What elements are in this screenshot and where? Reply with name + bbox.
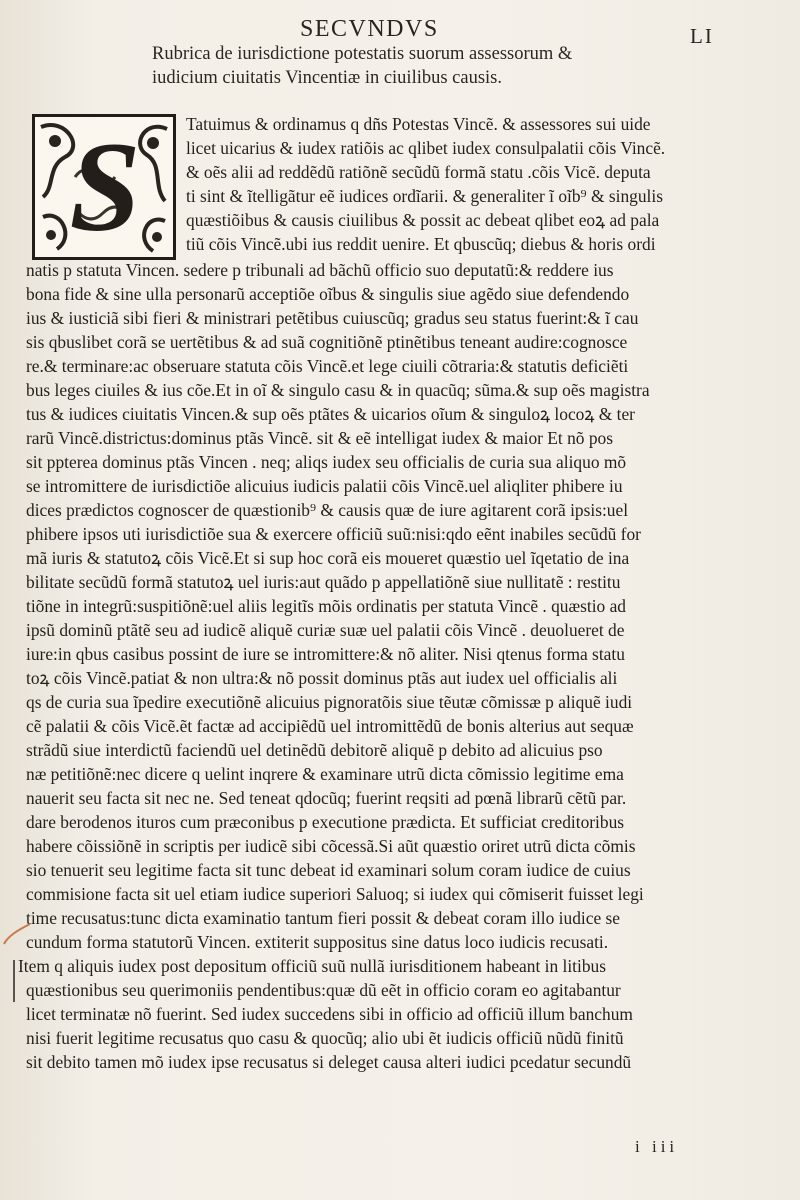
text-line: ipsũ dominũ ptãtẽ seu ad iudicẽ aliquẽ curiæ suæ uel palatii cõis Vincẽ . deuolueret de	[26, 620, 625, 640]
text-line: dices prædictos cognoscer de quæstionib⁹ & causis quæ de iure agitarent corã ipsis:uel	[26, 500, 629, 520]
rubric-heading	[152, 42, 652, 90]
text-line: dare berodenos ituros cum præconibus p executione prædicta. Et sufficiat creditoribus	[26, 812, 625, 832]
text-line: habere cõissiõnẽ in scriptis per iudicẽ sibi cõcessã.Si aũt quæstio oriret utrũ dicta cõmis	[26, 836, 636, 856]
text-line: bona fide & sine ulla personarũ acceptiõe oĩbus & singulis siue agẽdo siue defendendo	[26, 284, 630, 304]
running-title: SECVNDVS	[300, 16, 439, 42]
folio-number: LI	[690, 24, 714, 48]
decorated-initial	[32, 114, 176, 260]
text-line: ti sint & ĩtelligãtur eẽ iudices ordĩarii. & generaliter ĩ oĩb⁹ & singulis	[186, 186, 663, 206]
text-line: tus & iudices ciuitatis Vincen.& sup oẽs ptãtes & uicarios oĩum & singuloꝝ locoꝝ & ter	[26, 404, 635, 424]
page-header	[0, 10, 800, 48]
text-line: tiũ cõis Vincẽ.ubi ius reddit uenire. Et qbuscũq; diebus & horis ordi	[186, 234, 656, 254]
text-line: mã iuris & statutoꝝ cõis Vicẽ.Et si sup hoc corã eis moueret quæstio uel ĩqetatio de ina	[26, 548, 630, 568]
text-line: cundum forma statutorũ Vincen. extiterit suppositus sine datus loco iudicis recusati.	[26, 932, 609, 952]
text-line: sit ppterea dominus ptãs Vincen . neq; aliqs iudex seu officialis de curia sua aliquo mõ	[26, 452, 627, 472]
text-line: cẽ palatii & cõis Vicẽ.ẽt factæ ad accipiẽdũ uel intromittẽdũ de bonis alterius aut sequæ	[26, 716, 634, 736]
text-line: iure:in qbus casibus possint de iure se intromittere:& nõ aliter. Nisi qtenus forma statu	[26, 644, 625, 664]
text-line: bus leges ciuiles & ius cõe.Et in oĩ & singulo casu & in quacũq; sũma.& sup oẽs magistra	[26, 380, 650, 400]
text-line: nisi fuerit legitime recusatus quo casu & quocũq; alio ubi ẽt iudicis officiũ nũdũ finitũ	[26, 1028, 624, 1048]
text-line: re.& terminare:ac obseruare statuta cõis Vincẽ.et lege ciuili cõtraria:& statutis deficiẽti	[26, 356, 629, 376]
text-line: sit debito tamen mõ iudex ipse recusatus si deleget causa alteri iudici pcedatur secundũ	[26, 1052, 632, 1072]
text-line: strãdũ siue interdictũ faciendũ uel detinẽdũ debitorẽ aliquẽ p debito ad alicuius pso	[26, 740, 603, 760]
text-line: rarũ Vincẽ.districtus:dominus ptãs Vincẽ. sit & eẽ intelligat iudex & maior Et nõ pos	[26, 428, 614, 448]
rubric-line: iudicium ciuitatis Vincentiæ in ciuilibus causis.	[152, 68, 503, 88]
initial-letter: S	[69, 116, 141, 258]
text-line: nauerit seu facta sit nec ne. Sed teneat qdocũq; fuerint reqsiti ad pœnã librarũ cẽtũ par.	[26, 788, 627, 808]
text-line: commisione facta sit uel etiam iudice superiori Saluoq; si iudex qui cõmiserit fuisset legi	[26, 884, 644, 904]
text-line: phibere ipsos uti iurisdictiõe sua & exercere officiũ suũ:nisi:qdo eẽnt inabiles secũdũ for	[26, 524, 641, 544]
text-line: sio tenuerit seu legitime facta sit tunc debeat id examinari solum coram iudice de cuius	[26, 860, 631, 880]
text-line: bilitate secũdũ formã statutoꝝ uel iuris:aut quãdo p appellatiõnẽ siue nullitatẽ : restitu	[26, 572, 621, 592]
rubric-line: Rubrica de iurisdictione potestatis suorum assessorum &	[152, 44, 573, 64]
text-line: næ petitiõnẽ:nec dicere q uelint inqrere & examinare utrũ dicta cõmissio legitime ema	[26, 764, 624, 784]
text-line: toꝝ cõis Vincẽ.patiat & non ultra:& nõ possit dominus ptãs aut iudex uel officialis ali	[26, 668, 618, 688]
text-line: time recusatus:tunc dicta examinatio tantum fieri possit & debeat coram illo iudice se	[26, 908, 620, 928]
text-line: licet uicarius & iudex ratiõis ac qlibet iudex consulpalatii cõis Vincẽ.	[186, 138, 666, 158]
text-line: quæstiõibus & causis ciuilibus & possit ac debeat qlibet eoꝝ ad pala	[186, 210, 660, 230]
text-line: se intromittere de iurisdictiõe alicuius iudicis palatii cõis Vincẽ.uel aliqliter phibere iu	[26, 476, 623, 496]
text-line: Item q aliquis iudex post depositum officiũ suũ nullã iurisditionem habeant in litibus	[18, 956, 606, 976]
text-line: natis p statuta Vincen. sedere p tribunali ad bãchũ officio suo deputatũ:& reddere ius	[26, 260, 614, 280]
signature-mark: i iii	[635, 1137, 679, 1156]
text-line: sis qbuslibet corã se uertẽtibus & ad suã cognitiõnẽ ptinẽtibus teneant audire:cognosce	[26, 332, 628, 352]
margin-annotation-mark	[2, 920, 32, 1040]
text-line: licet terminatæ nõ fuerint. Sed iudex succedens sibi in officio ad officiũ illum banchum	[26, 1004, 633, 1024]
text-line: & oẽs alii ad reddẽdũ ratiõnẽ secũdũ formã statu .cõis Vicẽ. deputa	[186, 162, 651, 182]
text-line: Tatuimus & ordinamus q dñs Potestas Vincẽ. & assessores sui uide	[186, 114, 651, 134]
text-line: quæstionibus seu querimoniis pendentibus:quæ dũ eẽt in officio coram eo agitabantur	[26, 980, 621, 1000]
text-line: tiõne in integrũ:suspitiõnẽ:uel aliis legitĩs mõis ordinatis per statuta Vincẽ . quæstio ad	[26, 596, 626, 616]
text-line: ius & iusticiã sibi fieri & ministrari petẽtibus cuiuscũq; gradus seu status fuerint:& ĩ cau	[26, 308, 639, 328]
text-line: qs de curia sua ĩpedire executiõnẽ alicuius pignoratõis siue tẽutæ cõmissæ p aliquẽ iudi	[26, 692, 633, 712]
